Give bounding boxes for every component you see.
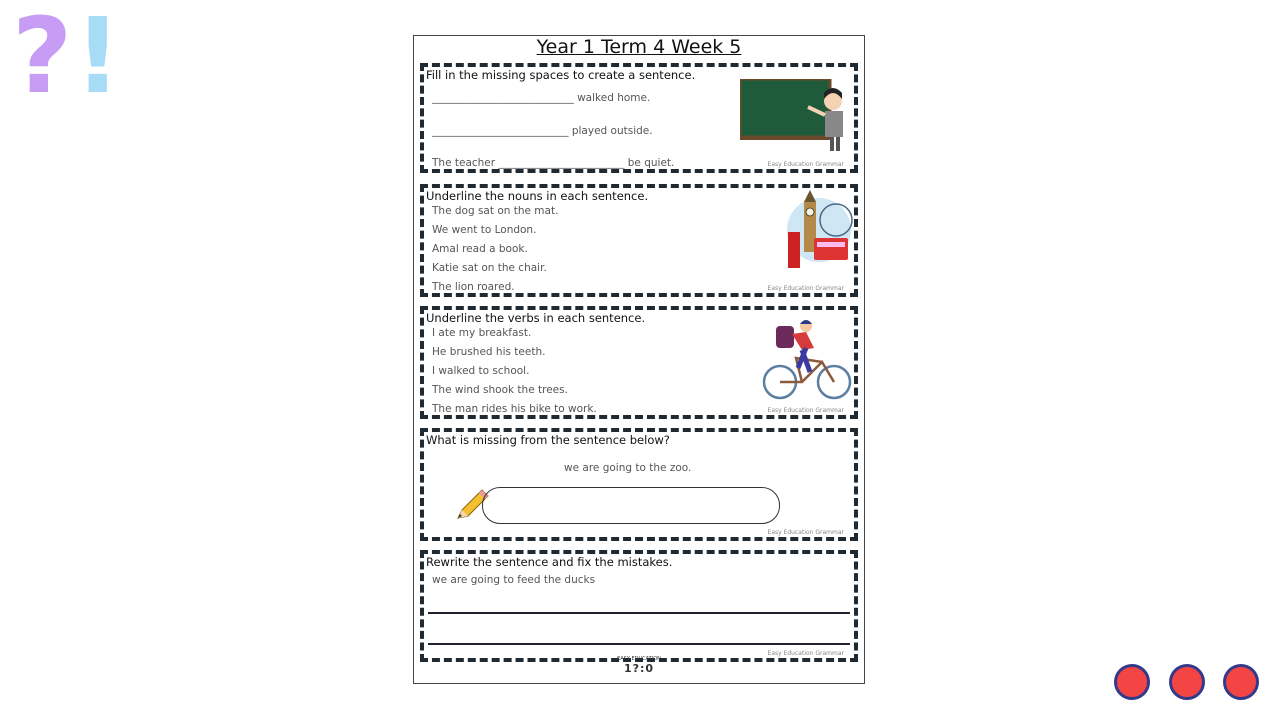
sentence-line: Katie sat on the chair. [432, 262, 547, 274]
section-heading: Underline the verbs in each sentence. [426, 311, 646, 325]
sentence-line: Amal read a book. [432, 243, 528, 255]
red-dot-icon [1223, 664, 1259, 700]
writing-line[interactable] [428, 643, 850, 645]
red-dot-icon [1169, 664, 1205, 700]
brand-label: Easy Education Grammar [767, 161, 844, 168]
worksheet [413, 35, 865, 684]
red-dot-icon [1114, 664, 1150, 700]
teacher-at-chalkboard-icon [740, 79, 852, 159]
sentence-line: I walked to school. [432, 365, 530, 377]
writing-line[interactable] [428, 612, 850, 614]
section-heading: Underline the nouns in each sentence. [426, 189, 649, 203]
sentence-line: we are going to feed the ducks [432, 574, 596, 586]
section-nouns [420, 184, 858, 297]
sentence-line: ___________________________ walked home. [432, 92, 651, 104]
sentence-line: The man rides his bike to work. [432, 403, 597, 415]
logo-text: EASY EDUCATION [617, 656, 661, 662]
sentence-line: The lion roared. [432, 281, 515, 293]
section-rewrite [420, 550, 858, 662]
section-heading: Rewrite the sentence and fix the mistakes. [426, 555, 673, 569]
worksheet-title: Year 1 Term 4 Week 5 [536, 36, 742, 58]
sentence-line: The dog sat on the mat. [432, 205, 559, 217]
section-fill-missing [420, 63, 858, 173]
sentence-line: I ate my breakfast. [432, 327, 532, 339]
london-landmarks-icon [784, 190, 854, 278]
cyclist-icon [762, 318, 856, 404]
question-mark-icon: ? [12, 0, 73, 117]
exclamation-mark-icon: ! [74, 0, 122, 117]
easy-education-logo [414, 656, 864, 675]
sentence-line: We went to London. [432, 224, 537, 236]
sentence-line: __________________________ played outside. [432, 125, 653, 137]
section-heading: Fill in the missing spaces to create a sentence. [426, 68, 696, 82]
logo-digits: 1?:0 [623, 662, 655, 675]
brand-label: Easy Education Grammar [767, 650, 844, 657]
section-missing [420, 428, 858, 541]
sentence-line: we are going to the zoo. [564, 462, 692, 474]
sentence-line: The teacher ________________________ be quiet. [432, 157, 675, 169]
brand-label: Easy Education Grammar [767, 285, 844, 292]
sentence-line: He brushed his teeth. [432, 346, 546, 358]
section-heading: What is missing from the sentence below? [426, 433, 670, 447]
section-verbs [420, 306, 858, 419]
brand-label: Easy Education Grammar [767, 529, 844, 536]
answer-input-box[interactable] [482, 487, 780, 524]
brand-label: Easy Education Grammar [767, 407, 844, 414]
sentence-line: The wind shook the trees. [432, 384, 568, 396]
